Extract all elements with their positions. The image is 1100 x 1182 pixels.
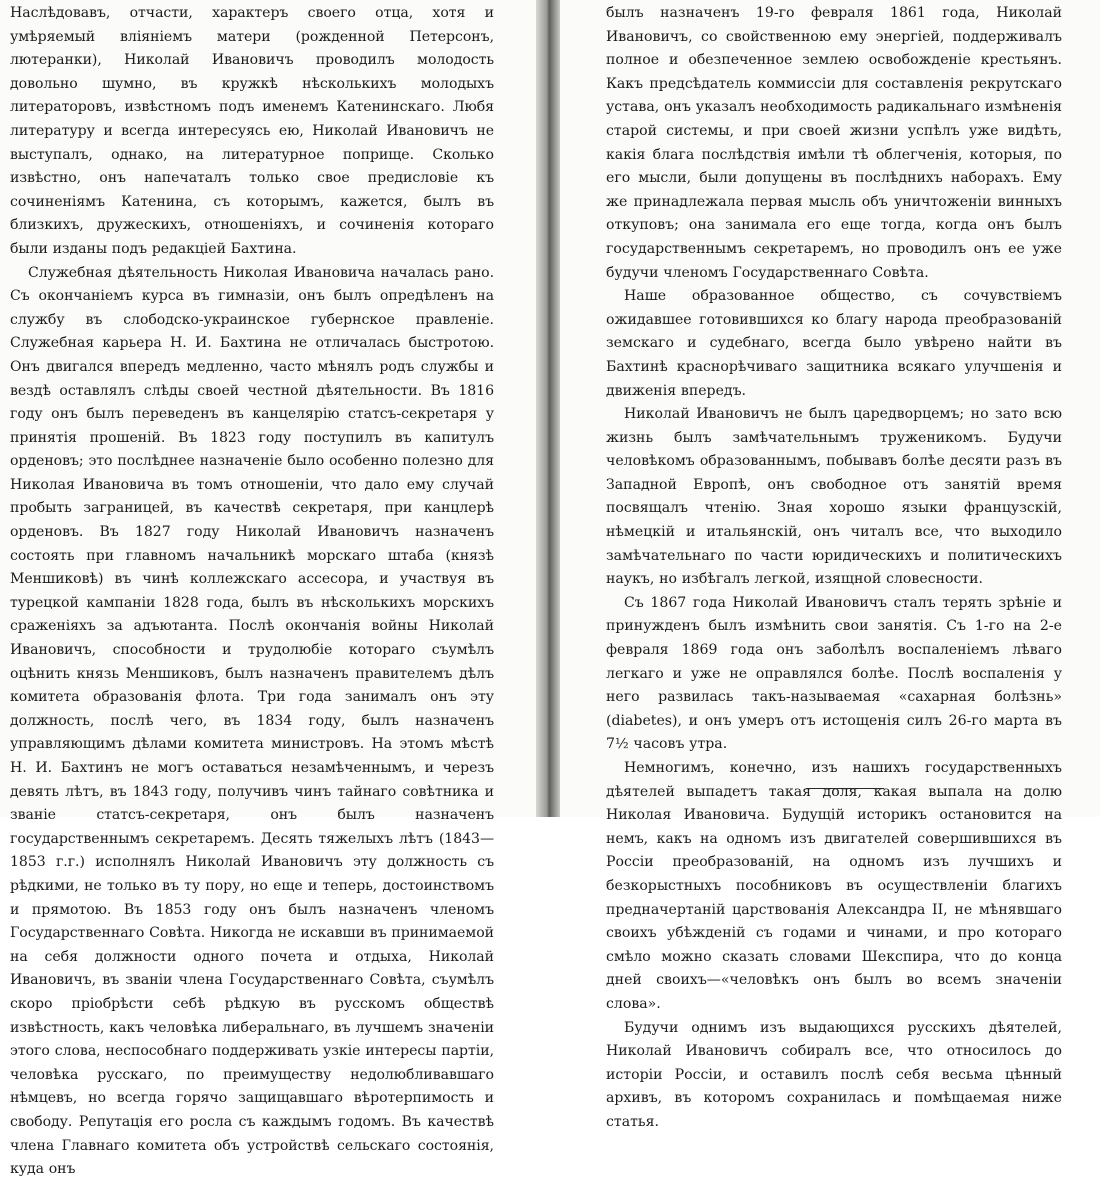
- paragraph: Николай Ивановичъ не былъ царедворцемъ; но зато всю жизнь былъ замѣчательнымъ труженикомъ. Будучи человѣкомъ образованнымъ, побывавъ болѣе десяти разъ въ Западной Европѣ, онъ свободное отъ занятій время посвящалъ чтенію. Зная хорошо языки французскій, нѣмецкій и итальянскій, онъ читалъ все, что выходило замѣчательнаго по части юридическихъ и политическихъ наукъ, но избѣгалъ легкой, изящной словесности.: [606, 406, 1062, 588]
- paragraph: былъ назначенъ 19-го февраля 1861 года, Николай Ивановичъ, со свойственною ему энергіей, поддерживалъ полное и обезпеченное землею освобожденіе крестьянъ. Какъ предсѣдатель коммиссіи для составленія рекрутскаго устава, онъ указалъ необходимость радикальнаго измѣненія старой системы, и при своей жизни успѣлъ уже видѣть, какія блага послѣдствія имѣли тѣ облегченія, которыя, по его мысли, были допущены въ послѣднихъ наборахъ. Ему же принадлежала первая мысль объ уничтоженіи винныхъ откуповъ; она занимала его еще тогда, когда онъ былъ государственнымъ секретаремъ, но проводилъ онъ ее уже будучи членомъ Государственнаго Совѣта.: [606, 5, 1062, 281]
- paragraph: Немногимъ, конечно, изъ нашихъ государственныхъ дѣятелей выпадетъ такая доля, какая выпала на долю Николая Ивановича. Будущій историкъ остановится на немъ, какъ на одномъ изъ двигателей совершившихся въ Россіи преобразованій, на одномъ изъ лучшихъ и безкорыстныхъ пособниковъ въ осуществленіи благихъ предначертаній царствованія Александра II, не мѣнявшаго своихъ убѣжденій съ годами и чинами, и про котораго смѣло можно сказать словами Шекспира, что до конца дней своихъ—«человѣкъ онъ былъ во всемъ значеніи слова».: [606, 760, 1062, 1012]
- right-page-text-column: [606, 2, 1062, 1135]
- left-page-text-column: [10, 2, 494, 1182]
- paragraph: Съ 1867 года Николай Ивановичъ сталъ терять зрѣніе и принужденъ былъ измѣнить свои занятія. Съ 1-го на 2-е февраля 1869 года онъ заболѣлъ воспаленіемъ лѣваго легкаго и уже не оправлялся болѣе. Послѣ воспаленія у него развилась такъ-называемая «сахарная болѣзнь» (diabetes), и онъ умеръ отъ истощенія силъ 26-го марта въ 7½ часовъ утра.: [606, 594, 1062, 753]
- paragraph: Наслѣдовавъ, отчасти, характеръ своего отца, хотя и умѣряемый вліяніемъ матери (рожденной Петерсонъ, лютеранки), Николай Ивановичъ проводилъ молодость довольно шумно, въ кружкѣ нѣсколькихъ молодыхъ литераторовъ, извѣстномъ подъ именемъ Катенинскаго. Любя литературу и всегда интересуясь ею, Николай Ивановичъ не выступалъ, однако, на литературное поприще. Сколько извѣстно, онъ напечаталъ только свое предисловіе къ сочиненіямъ Катенина, съ которымъ, кажется, былъ въ близкихъ, дружескихъ, отношеніяхъ, и сочиненія котораго были изданы подъ редакціей Бахтина.: [10, 5, 494, 257]
- book-gutter: [536, 0, 560, 817]
- paragraph: Наше образованное общество, съ сочувствіемъ ожидавшее готовившихся ко благу народа преобразованій земскаго и судебнаго, всегда было увѣрено найти въ Бахтинѣ краснорѣчиваго защитника всякаго улучшенія и движенія впередъ.: [606, 288, 1062, 399]
- paragraph: Служебная дѣятельность Николая Ивановича началась рано. Съ окончаніемъ курса въ гимназіи, онъ былъ опредѣленъ на службу въ слободско-украинское губернское правленіе. Служебная карьера Н. И. Бахтина не отличалась быстротою. Онъ двигался впередъ медленно, часто мѣнялъ родъ службы и вездѣ оставлялъ слѣды своей честной дѣятельности. Въ 1816 году онъ былъ переведенъ въ канцелярію статсъ-секретаря у принятія прошеній. Въ 1823 году поступилъ въ капитулъ орденовъ; это послѣднее назначеніе было особенно полезно для Николая Ивановича въ томъ отношеніи, что дало ему случай пробыть заграницей, въ качествѣ секретаря, при канцлерѣ орденовъ. Въ 1827 году Николай Ивановичъ назначенъ состоять при главномъ начальникѣ морскаго штаба (князѣ Меншиковѣ) въ чинѣ коллежскаго ассесора, и участвуя въ турецкой кампаніи 1828 года, былъ въ нѣсколькихъ морскихъ сраженіяхъ за адъютанта. Послѣ окончанія войны Николай Ивановичъ, способности и трудолюбіе котораго съумѣлъ оцѣнить князь Меншиковъ, былъ назначенъ правителемъ дѣлъ комитета образованія флота. Три года занималъ онъ эту должность, послѣ чего, въ 1834 году, былъ назначенъ управляющимъ дѣлами комитета министровъ. На этомъ мѣстѣ Н. И. Бахтинъ не могъ оставаться незамѣченнымъ, и черезъ девять лѣтъ, въ 1843 году, получивъ чинъ тайнаго совѣтника и званіе статсъ-секретаря, онъ былъ назначенъ государственнымъ секретаремъ. Десять тяжелыхъ лѣтъ (1843—1853 г.г.) исполнялъ Николай Ивановичъ эту должность съ рѣдкими, не только въ ту пору, но еще и теперь, достоинствомъ и прямотою. Въ 1853 году онъ былъ назначенъ членомъ Государственнаго Совѣта. Никогда не искавши въ принимаемой на себя должности одного почета и отдыха, Николай Ивановичъ, въ званіи члена Государственнаго Совѣта, съумѣлъ скоро пріобрѣсти себѣ рѣдкую въ русскомъ обществѣ извѣстность, какъ человѣка либеральнаго, въ лучшемъ значеніи этого слова, неспособнаго поддерживать узкіе интересы партіи, человѣка русскаго, по преимуществу недолюбливавшаго нѣмцевъ, но всегда горячо защищавшаго вѣротерпимость и свободу. Репутація его росла съ каждымъ годомъ. Въ качествѣ члена Главнаго комитета объ устройствѣ сельскаго состоянія, куда онъ: [10, 264, 494, 1178]
- paragraph: Будучи однимъ изъ выдающихся русскихъ дѣятелей, Николай Ивановичъ собиралъ все, что относилось до исторіи Россіи, и оставилъ послѣ себя весьма цѣнный архивъ, въ которомъ сохранилась и помѣщаемая ниже статья.: [606, 1019, 1062, 1130]
- section-end-rule: [806, 788, 884, 789]
- right-page: [560, 0, 1100, 1130]
- left-page: [0, 0, 536, 1178]
